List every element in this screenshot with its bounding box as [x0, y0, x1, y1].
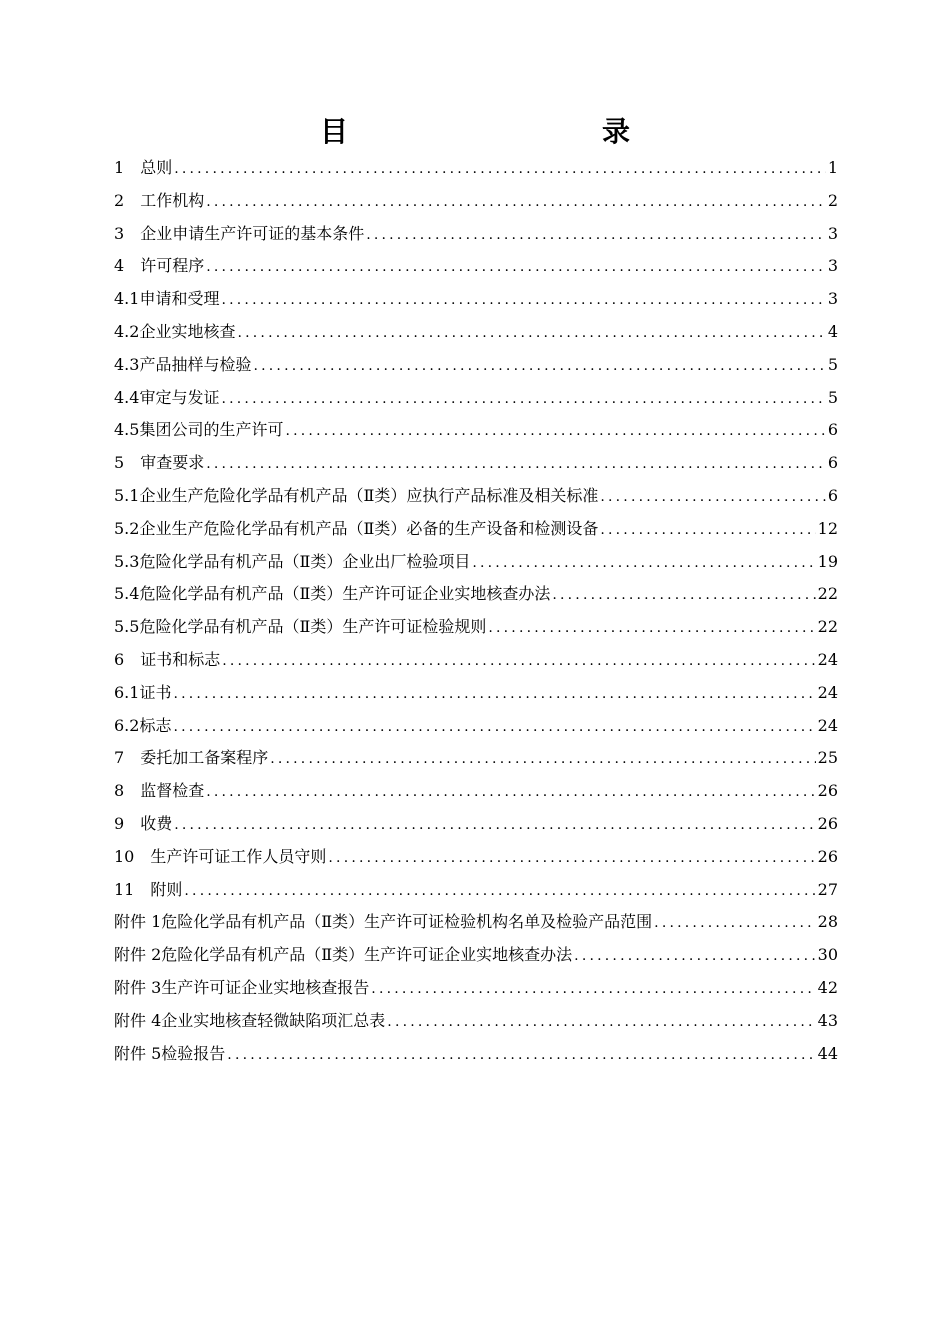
toc-leader-dots — [237, 317, 825, 350]
toc-label: 危险化学品有机产品（Ⅱ类）生产许可证企业实地核查办法 — [139, 584, 551, 604]
toc-leader-dots — [285, 415, 825, 448]
toc-entry[interactable] — [114, 349, 838, 382]
toc-leader-dots — [222, 645, 815, 678]
toc-number: 4.4 — [114, 387, 140, 407]
toc-entry[interactable] — [114, 677, 838, 710]
toc-label: 企业生产危险化学品有机产品（Ⅱ类）必备的生产设备和检测设备 — [139, 518, 599, 538]
toc-number: 4.5 — [114, 420, 140, 440]
toc-leader-dots — [371, 973, 815, 1006]
toc-label: 总则 — [140, 158, 173, 177]
toc-page-number: 43 — [817, 1010, 838, 1030]
toc-number: 5 — [114, 453, 141, 473]
toc-label: 标志 — [139, 715, 172, 735]
toc-leader-dots — [600, 481, 825, 514]
toc-label: 委托加工备案程序 — [140, 748, 269, 768]
toc-number: 4.3 — [114, 354, 140, 374]
toc-label: 生产许可证企业实地核查报告 — [161, 977, 370, 997]
toc-entry[interactable] — [114, 152, 838, 185]
toc-entry[interactable] — [114, 939, 838, 972]
toc-page-number: 6 — [827, 485, 838, 505]
toc-leader-dots — [270, 743, 815, 776]
toc-entry[interactable] — [114, 283, 838, 316]
toc-entry[interactable] — [114, 841, 838, 874]
toc-entry[interactable] — [114, 316, 838, 349]
toc-entry[interactable] — [114, 808, 838, 841]
toc-leader-dots — [206, 448, 826, 481]
toc-number: 9 — [114, 813, 141, 833]
toc-entry[interactable] — [114, 480, 838, 513]
toc-page-number: 22 — [817, 617, 838, 637]
toc-leader-dots — [227, 1039, 815, 1072]
toc-number: 7 — [114, 748, 141, 768]
toc-label: 许可程序 — [140, 256, 205, 276]
toc-leader-dots — [328, 842, 815, 875]
toc-page-number: 44 — [817, 1043, 838, 1063]
toc-leader-dots — [472, 547, 815, 580]
toc-number: 4.1 — [114, 289, 140, 309]
toc-number: 6 — [114, 649, 141, 669]
toc-number: 6.1 — [114, 682, 140, 702]
toc-label: 企业生产危险化学品有机产品（Ⅱ类）应执行产品标准及相关标准 — [139, 485, 599, 505]
toc-leader-dots — [654, 907, 815, 940]
toc-leader-dots — [174, 153, 826, 186]
toc-label: 附则 — [150, 879, 183, 899]
toc-number: 3 — [114, 223, 141, 243]
toc-leader-dots — [173, 711, 815, 744]
toc-entry[interactable] — [114, 218, 838, 251]
toc-entry[interactable] — [114, 447, 838, 480]
toc-page-number: 3 — [827, 223, 838, 243]
toc-label: 产品抽样与检验 — [139, 354, 252, 374]
toc-leader-dots — [387, 1006, 815, 1039]
toc-number: 附件 5 — [114, 1043, 162, 1063]
toc-leader-dots — [253, 350, 825, 383]
toc-page-number: 1 — [827, 158, 838, 177]
toc-entry[interactable] — [114, 906, 838, 939]
toc-leader-dots — [206, 251, 826, 284]
toc-entry[interactable] — [114, 972, 838, 1005]
toc-number: 附件 4 — [114, 1010, 162, 1030]
toc-label: 危险化学品有机产品（Ⅱ类）生产许可证检验机构名单及检验产品范围 — [161, 912, 653, 932]
toc-entry[interactable] — [114, 874, 838, 907]
toc-leader-dots — [174, 809, 815, 842]
toc-number: 1 — [114, 158, 141, 177]
toc-label: 证书 — [139, 682, 172, 702]
toc-page-number: 12 — [817, 518, 838, 538]
toc-entry[interactable] — [114, 578, 838, 611]
toc-label: 集团公司的生产许可 — [139, 420, 284, 440]
toc-entry[interactable] — [114, 1005, 838, 1038]
toc-page-number: 28 — [817, 912, 838, 932]
toc-label: 收费 — [140, 813, 173, 833]
toc-label: 企业申请生产许可证的基本条件 — [140, 223, 365, 243]
toc-leader-dots — [488, 612, 815, 645]
toc-page-number: 24 — [817, 682, 838, 702]
toc-entry[interactable] — [114, 185, 838, 218]
toc-entry[interactable] — [114, 382, 838, 415]
toc-label: 危险化学品有机产品（Ⅱ类）生产许可证检验规则 — [139, 617, 487, 637]
toc-page-number: 4 — [827, 321, 838, 341]
toc-label: 监督检查 — [140, 781, 205, 801]
toc-number: 5.2 — [114, 518, 140, 538]
toc-entry[interactable] — [114, 513, 838, 546]
toc-label: 危险化学品有机产品（Ⅱ类）生产许可证企业实地核查办法 — [161, 945, 573, 965]
toc-label: 申请和受理 — [139, 289, 220, 309]
toc-page-number: 26 — [817, 846, 838, 866]
toc-page-number: 5 — [827, 387, 838, 407]
toc-page-number: 3 — [827, 289, 838, 309]
toc-number: 6.2 — [114, 715, 140, 735]
toc-leader-dots — [600, 514, 815, 547]
toc-entry[interactable] — [114, 414, 838, 447]
toc-leader-dots — [184, 875, 815, 908]
toc-entry[interactable] — [114, 742, 838, 775]
toc-page-number: 30 — [817, 945, 838, 965]
toc-page-number: 19 — [817, 551, 838, 571]
toc-number: 附件 2 — [114, 945, 162, 965]
toc-label: 审定与发证 — [139, 387, 220, 407]
toc-page-number: 24 — [817, 715, 838, 735]
toc-number: 2 — [114, 190, 141, 210]
toc-entry[interactable] — [114, 644, 838, 677]
toc-page-number: 42 — [817, 977, 838, 997]
toc-leader-dots — [366, 219, 826, 252]
toc-number: 5.1 — [114, 485, 140, 505]
toc-number: 附件 1 — [114, 912, 162, 932]
toc-leader-dots — [221, 284, 825, 317]
toc-entry[interactable] — [114, 710, 838, 743]
toc-page-number: 3 — [827, 256, 838, 276]
toc-entry[interactable] — [114, 546, 838, 579]
toc-entry[interactable] — [114, 250, 838, 283]
toc-label: 证书和标志 — [140, 649, 221, 669]
toc-number: 8 — [114, 781, 141, 801]
toc-entry[interactable] — [114, 1038, 838, 1071]
toc-page-number: 22 — [817, 584, 838, 604]
toc-number: 附件 3 — [114, 977, 162, 997]
toc-leader-dots — [206, 186, 826, 219]
toc-page-number: 6 — [827, 420, 838, 440]
toc-number: 5.4 — [114, 584, 140, 604]
toc-number: 5.3 — [114, 551, 140, 571]
toc-entry[interactable] — [114, 775, 838, 808]
toc-number: 11 — [114, 879, 151, 899]
toc-leader-dots — [574, 940, 815, 973]
toc-page-number: 26 — [817, 813, 838, 833]
toc-page-number: 25 — [817, 748, 838, 768]
toc-page-number: 27 — [817, 879, 838, 899]
toc-label: 生产许可证工作人员守则 — [150, 846, 327, 866]
toc-number: 10 — [114, 846, 151, 866]
toc-page-number: 6 — [827, 453, 838, 473]
toc-page-number: 24 — [817, 649, 838, 669]
toc-leader-dots — [552, 579, 815, 612]
toc-page-number: 26 — [817, 781, 838, 801]
toc-label: 审查要求 — [140, 453, 205, 473]
toc-page-number: 5 — [827, 354, 838, 374]
toc-leader-dots — [221, 383, 825, 416]
toc-leader-dots — [173, 678, 815, 711]
toc-label: 危险化学品有机产品（Ⅱ类）企业出厂检验项目 — [139, 551, 471, 571]
toc-leader-dots — [206, 776, 815, 809]
toc-entry[interactable] — [114, 611, 838, 644]
toc-label: 企业实地核查轻微缺陷项汇总表 — [161, 1010, 386, 1030]
table-of-contents — [114, 152, 838, 1070]
toc-number: 4.2 — [114, 321, 140, 341]
toc-page-number: 2 — [827, 190, 838, 210]
page-title: 目 录 — [319, 115, 696, 148]
toc-label: 检验报告 — [161, 1043, 226, 1063]
toc-label: 工作机构 — [140, 190, 205, 210]
toc-number: 4 — [114, 256, 141, 276]
toc-label: 企业实地核查 — [139, 321, 236, 341]
toc-number: 5.5 — [114, 617, 140, 637]
